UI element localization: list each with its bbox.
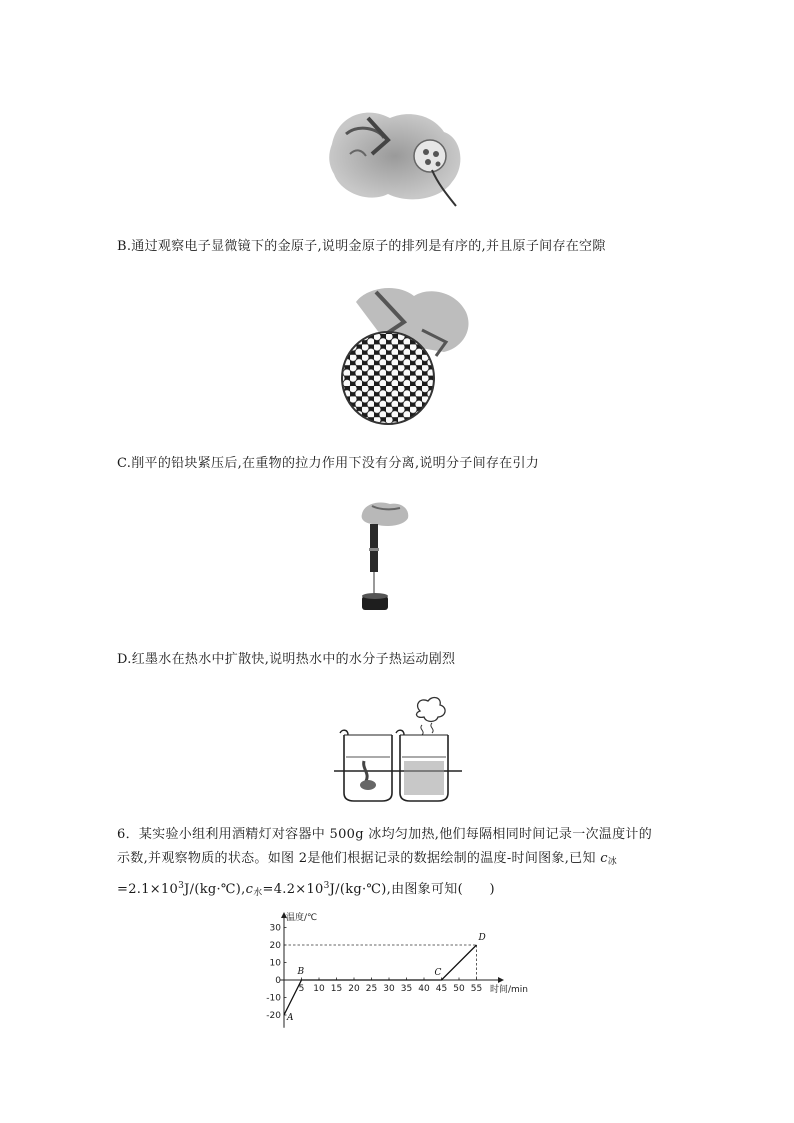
point-label: B xyxy=(297,967,305,977)
x-tick-label: 25 xyxy=(365,984,378,994)
question-6-line-2-text: 示数,并观察物质的状态。如图 2是他们根据记录的数据绘制的温度-时间图象,已知 xyxy=(117,851,601,866)
x-tick-label: 55 xyxy=(470,984,483,994)
temperature-time-chart xyxy=(256,908,546,1032)
beakers-diffusion-figure xyxy=(334,695,462,803)
point-label: A xyxy=(287,1013,294,1023)
x-tick-label: 50 xyxy=(453,984,465,994)
ice-heat-value: =2.1×10 xyxy=(117,882,179,897)
x-axis-arrow xyxy=(498,977,504,983)
x-tick-label: 45 xyxy=(435,984,448,994)
question-6-line-2 xyxy=(117,847,677,874)
question-6-line-1: 6．某实验小组利用酒精灯对容器中 500g 冰均匀加热,他们每隔相同时间记录一次温度计的 xyxy=(117,827,653,842)
x-tick-label: 15 xyxy=(330,984,343,994)
specific-heat-symbol: c xyxy=(600,851,608,866)
x-tick-label: 10 xyxy=(313,984,325,994)
ice-heat-unit: J/(kg·℃), xyxy=(184,882,246,897)
x-tick-label: 40 xyxy=(418,984,430,994)
x-tick-label: 35 xyxy=(400,984,413,994)
question-6-line-3 xyxy=(117,874,677,905)
option-d-text: D.红墨水在热水中扩散快,说明热水中的水分子热运动剧烈 xyxy=(117,652,456,667)
option-b-text: B.通过观察电子显微镜下的金原子,说明金原子的排列是有序的,并且原子间存在空隙 xyxy=(117,239,606,254)
water-subscript: 水 xyxy=(253,888,263,898)
water-heat-exponent: 3 xyxy=(323,881,330,891)
gold-atom-micrograph-figure xyxy=(326,282,474,426)
y-tick-label: 0 xyxy=(275,976,281,986)
question-6-line-3-tail: J/(kg·℃),由图象可知( ) xyxy=(329,882,495,897)
y-tick-label: 30 xyxy=(269,923,281,934)
option-c-text: C.削平的铅块紧压后,在重物的拉力作用下没有分离,说明分子间存在引力 xyxy=(117,456,540,471)
point-label: C xyxy=(434,968,442,978)
y-tick-label: -10 xyxy=(266,993,281,1004)
x-axis-label: 时间/min xyxy=(490,985,529,995)
y-axis-label: 温度/℃ xyxy=(286,913,318,923)
flower-magnifier-figure xyxy=(328,104,468,210)
x-tick-label: 20 xyxy=(348,984,360,994)
ice-subscript: 冰 xyxy=(607,857,618,867)
lead-block-figure xyxy=(356,498,412,616)
ice-heat-exponent: 3 xyxy=(178,881,185,891)
question-6 xyxy=(117,823,677,905)
x-tick-label: 5 xyxy=(298,984,305,994)
y-tick-label: 10 xyxy=(269,958,281,969)
x-tick-label: 30 xyxy=(383,984,395,994)
point-label: D xyxy=(478,933,486,943)
water-heat-value: =4.2×10 xyxy=(262,882,324,897)
y-tick-label: 20 xyxy=(269,941,281,951)
specific-heat-symbol-water: c xyxy=(245,882,254,897)
y-tick-label: -20 xyxy=(266,1011,281,1021)
